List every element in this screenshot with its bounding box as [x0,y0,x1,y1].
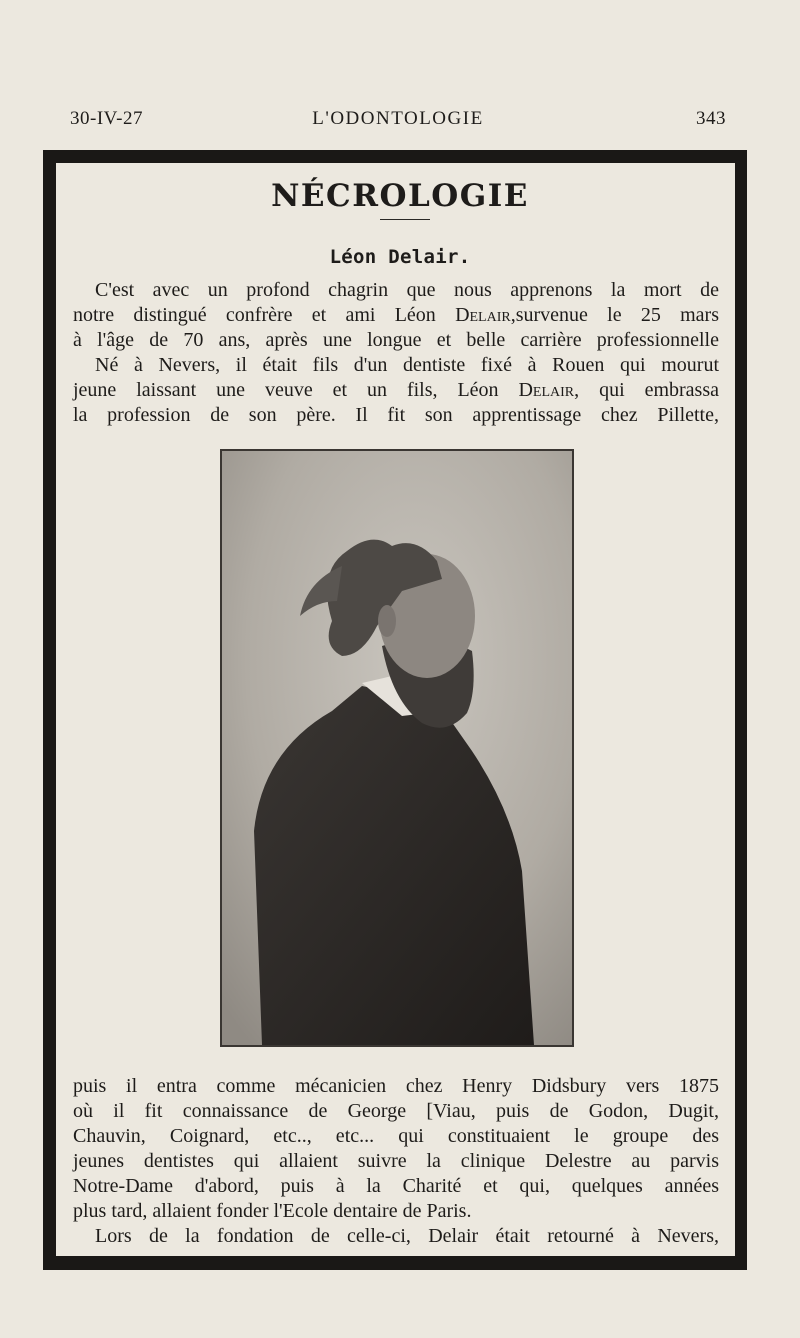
paragraph-before-photo [73,278,719,428]
page-number: 343 [696,108,726,129]
journal-name: L'ODONTOLOGIE [312,108,484,129]
text-line: notre distingué confrère et ami Léon Delair,survenue le 25 mars [73,304,719,326]
running-head [70,108,726,138]
text-line: Notre-Dame d'abord, puis à la Charité et qui, quelques années [73,1175,719,1197]
text-line: où il fit connaissance de George [Viau, puis de Godon, Dugit, [73,1100,719,1122]
portrait-photograph-icon [222,451,572,1045]
text-line: puis il entra comme mécanicien chez Henry Didsbury vers 1875 [73,1075,719,1097]
text-line: la profession de son père. Il fit son apprentissage chez Pillette, [73,404,719,426]
photo-ear [378,605,396,637]
text-line: jeunes dentistes qui allaient suivre la clinique Delestre au parvis [73,1150,719,1172]
article-subtitle: Léon Delair. [329,246,471,268]
text-line: Lors de la fondation de celle-ci, Delair était retourné à Nevers, [95,1225,719,1247]
small-caps-name: Delair [518,379,575,401]
text-line: C'est avec un profond chagrin que nous apprenons la mort de [95,279,719,301]
text-line: Chauvin, Coignard, etc.., etc... qui constituaient le groupe des [73,1125,719,1147]
text-line: Né à Nevers, il était fils d'un dentiste fixé à Rouen qui mourut [95,354,719,376]
portrait-photo [220,449,574,1047]
title-rule [380,219,430,220]
text-line: jeune laissant une veuve et un fils, Léon Delair, qui embrassa [73,379,719,401]
small-caps-name: Delair [455,304,511,326]
paragraph-after-photo [73,1074,719,1249]
text-line: plus tard, allaient fonder l'Ecole dentaire de Paris. [73,1200,472,1222]
issue-date: 30-IV-27 [70,108,143,129]
article-title: NÉCROLOGIE [271,178,529,214]
text-line: à l'âge de 70 ans, après une longue et belle carrière professionnelle [73,329,719,351]
